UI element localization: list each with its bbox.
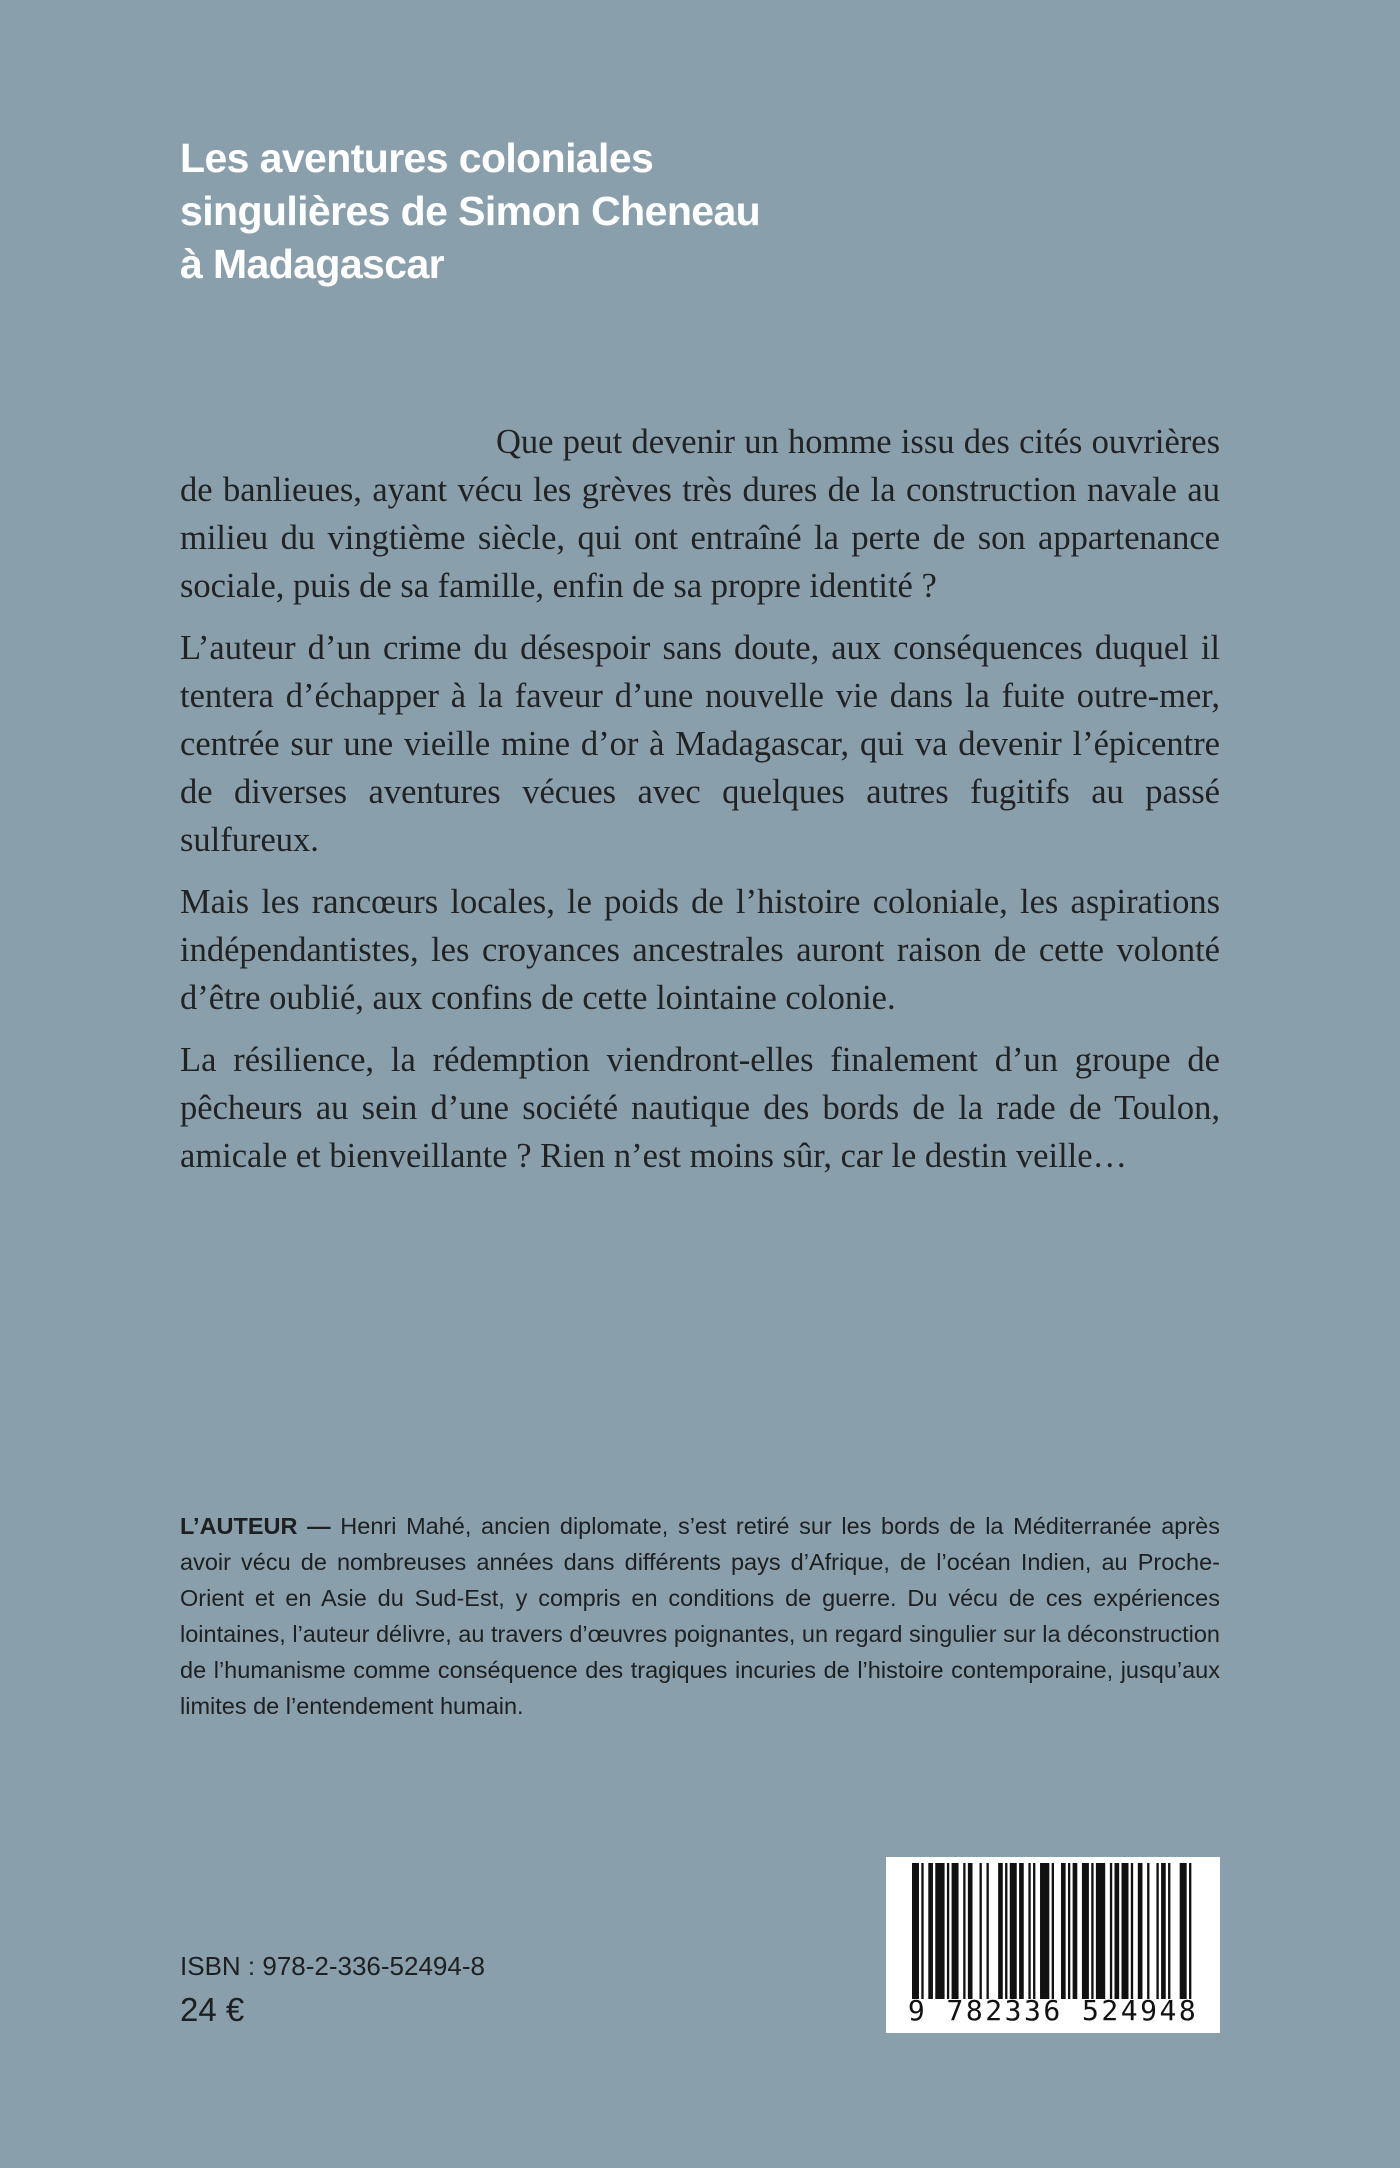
barcode-bar bbox=[1091, 1863, 1093, 1999]
barcode-digits: 9 782336 524948 bbox=[907, 1994, 1199, 2027]
barcode-bar bbox=[1068, 1863, 1070, 1999]
author-bio-text: Henri Mahé, ancien diplomate, s’est retiré sur les bords de la Méditerranée après avoir vécu de nombreuses années dans différents pays d’Afrique, de l’océan Indien, au Proche-Orient et en Asie du Sud-Est, y compris en conditions de guerre. Du vécu de ces expériences lointaines, l’auteur délivre, au travers d’œuvres poignantes, un regard singulier sur la déconstruction de l’humanisme comme conséquence des tragiques incuries de l’histoire contemporaine, jusqu’aux limites de l’entendement humain. bbox=[180, 1513, 1221, 1719]
barcode-bar bbox=[1010, 1863, 1017, 1999]
price: 24 € bbox=[180, 1991, 245, 2028]
barcode-bar bbox=[1131, 1863, 1133, 1999]
isbn: ISBN : 978-2-336-52494-8 bbox=[180, 1951, 485, 1981]
barcode-bar bbox=[947, 1863, 949, 1999]
barcode-bar bbox=[1019, 1863, 1024, 1999]
barcode-bar bbox=[1052, 1863, 1054, 1999]
barcode-bar bbox=[1096, 1863, 1105, 1999]
barcode-bar bbox=[1168, 1863, 1170, 1999]
barcode-bar bbox=[912, 1863, 919, 1999]
barcode-bar bbox=[963, 1863, 965, 1999]
barcode-bar bbox=[968, 1863, 973, 1999]
barcode bbox=[886, 1857, 1220, 2033]
barcode-bar bbox=[1138, 1863, 1143, 1999]
barcode-bar bbox=[1147, 1863, 1149, 1999]
book-title bbox=[180, 132, 1080, 291]
author-label: L’AUTEUR — bbox=[180, 1513, 331, 1539]
book-title-line: singulières de Simon Cheneau bbox=[180, 188, 761, 234]
barcode-bar bbox=[998, 1863, 1003, 1999]
barcode-bar bbox=[1122, 1863, 1129, 1999]
blurb-paragraph: L’auteur d’un crime du désespoir sans doute, aux conséquences duquel il tentera d’échapper à la faveur d’une nouvelle vie dans la fuite outre-mer, centrée sur une vieille mine d’or à Madagascar, qui va devenir l’épicentre de diverses aventures vécues avec quelques autres fugitifs au passé sulfureux. bbox=[180, 629, 1220, 859]
barcode-bar bbox=[1082, 1863, 1089, 1999]
barcode-bar bbox=[935, 1863, 944, 1999]
barcode-bar bbox=[921, 1863, 923, 1999]
book-title-line: Les aventures coloniales bbox=[180, 135, 654, 181]
barcode-bar bbox=[1189, 1863, 1191, 1999]
barcode-bar bbox=[1005, 1863, 1007, 1999]
barcode-bar bbox=[1180, 1863, 1187, 1999]
blurb-paragraph: Mais les rancœurs locales, le poids de l’histoire coloniale, les aspirations indépendantistes, les croyances ancestrales auront raison de cette volonté d’être oublié, aux confins de cette lointaine colonie. bbox=[180, 883, 1220, 1017]
barcode-bar bbox=[1073, 1863, 1078, 1999]
barcode-bar bbox=[980, 1863, 982, 1999]
barcode-bar bbox=[1161, 1863, 1166, 1999]
barcode-bar bbox=[1110, 1863, 1112, 1999]
barcode-bar bbox=[1156, 1863, 1158, 1999]
barcode-bar bbox=[1061, 1863, 1066, 1999]
book-title-line: à Madagascar bbox=[180, 241, 445, 287]
blurb-paragraph: Que peut devenir un homme issu des cités ouvrières de banlieues, ayant vécu les grèves très dures de la construction navale au milieu du vingtième siècle, qui ont entraîné la perte de son appartenance sociale, puis de sa famille, enfin de sa propre identité ? bbox=[180, 423, 1220, 605]
barcode-bar bbox=[986, 1863, 988, 1999]
author-bio bbox=[180, 1508, 1220, 1724]
barcode-bar bbox=[1040, 1863, 1049, 1999]
barcode-bar bbox=[1115, 1863, 1120, 1999]
barcode-bar bbox=[1033, 1863, 1035, 1999]
barcode-bar bbox=[1028, 1863, 1030, 1999]
barcode-bars bbox=[912, 1863, 1196, 1999]
barcode-bar bbox=[952, 1863, 959, 1999]
barcode-bar bbox=[928, 1863, 933, 1999]
blurb-paragraph: La résilience, la rédemption viendront-elles finalement d’un groupe de pêcheurs au sein d’une société nautique des bords de la rade de Toulon, amicale et bienveillante ? Rien n’est moins sûr, car le destin veille… bbox=[180, 1041, 1220, 1175]
blurb bbox=[180, 418, 1220, 1194]
